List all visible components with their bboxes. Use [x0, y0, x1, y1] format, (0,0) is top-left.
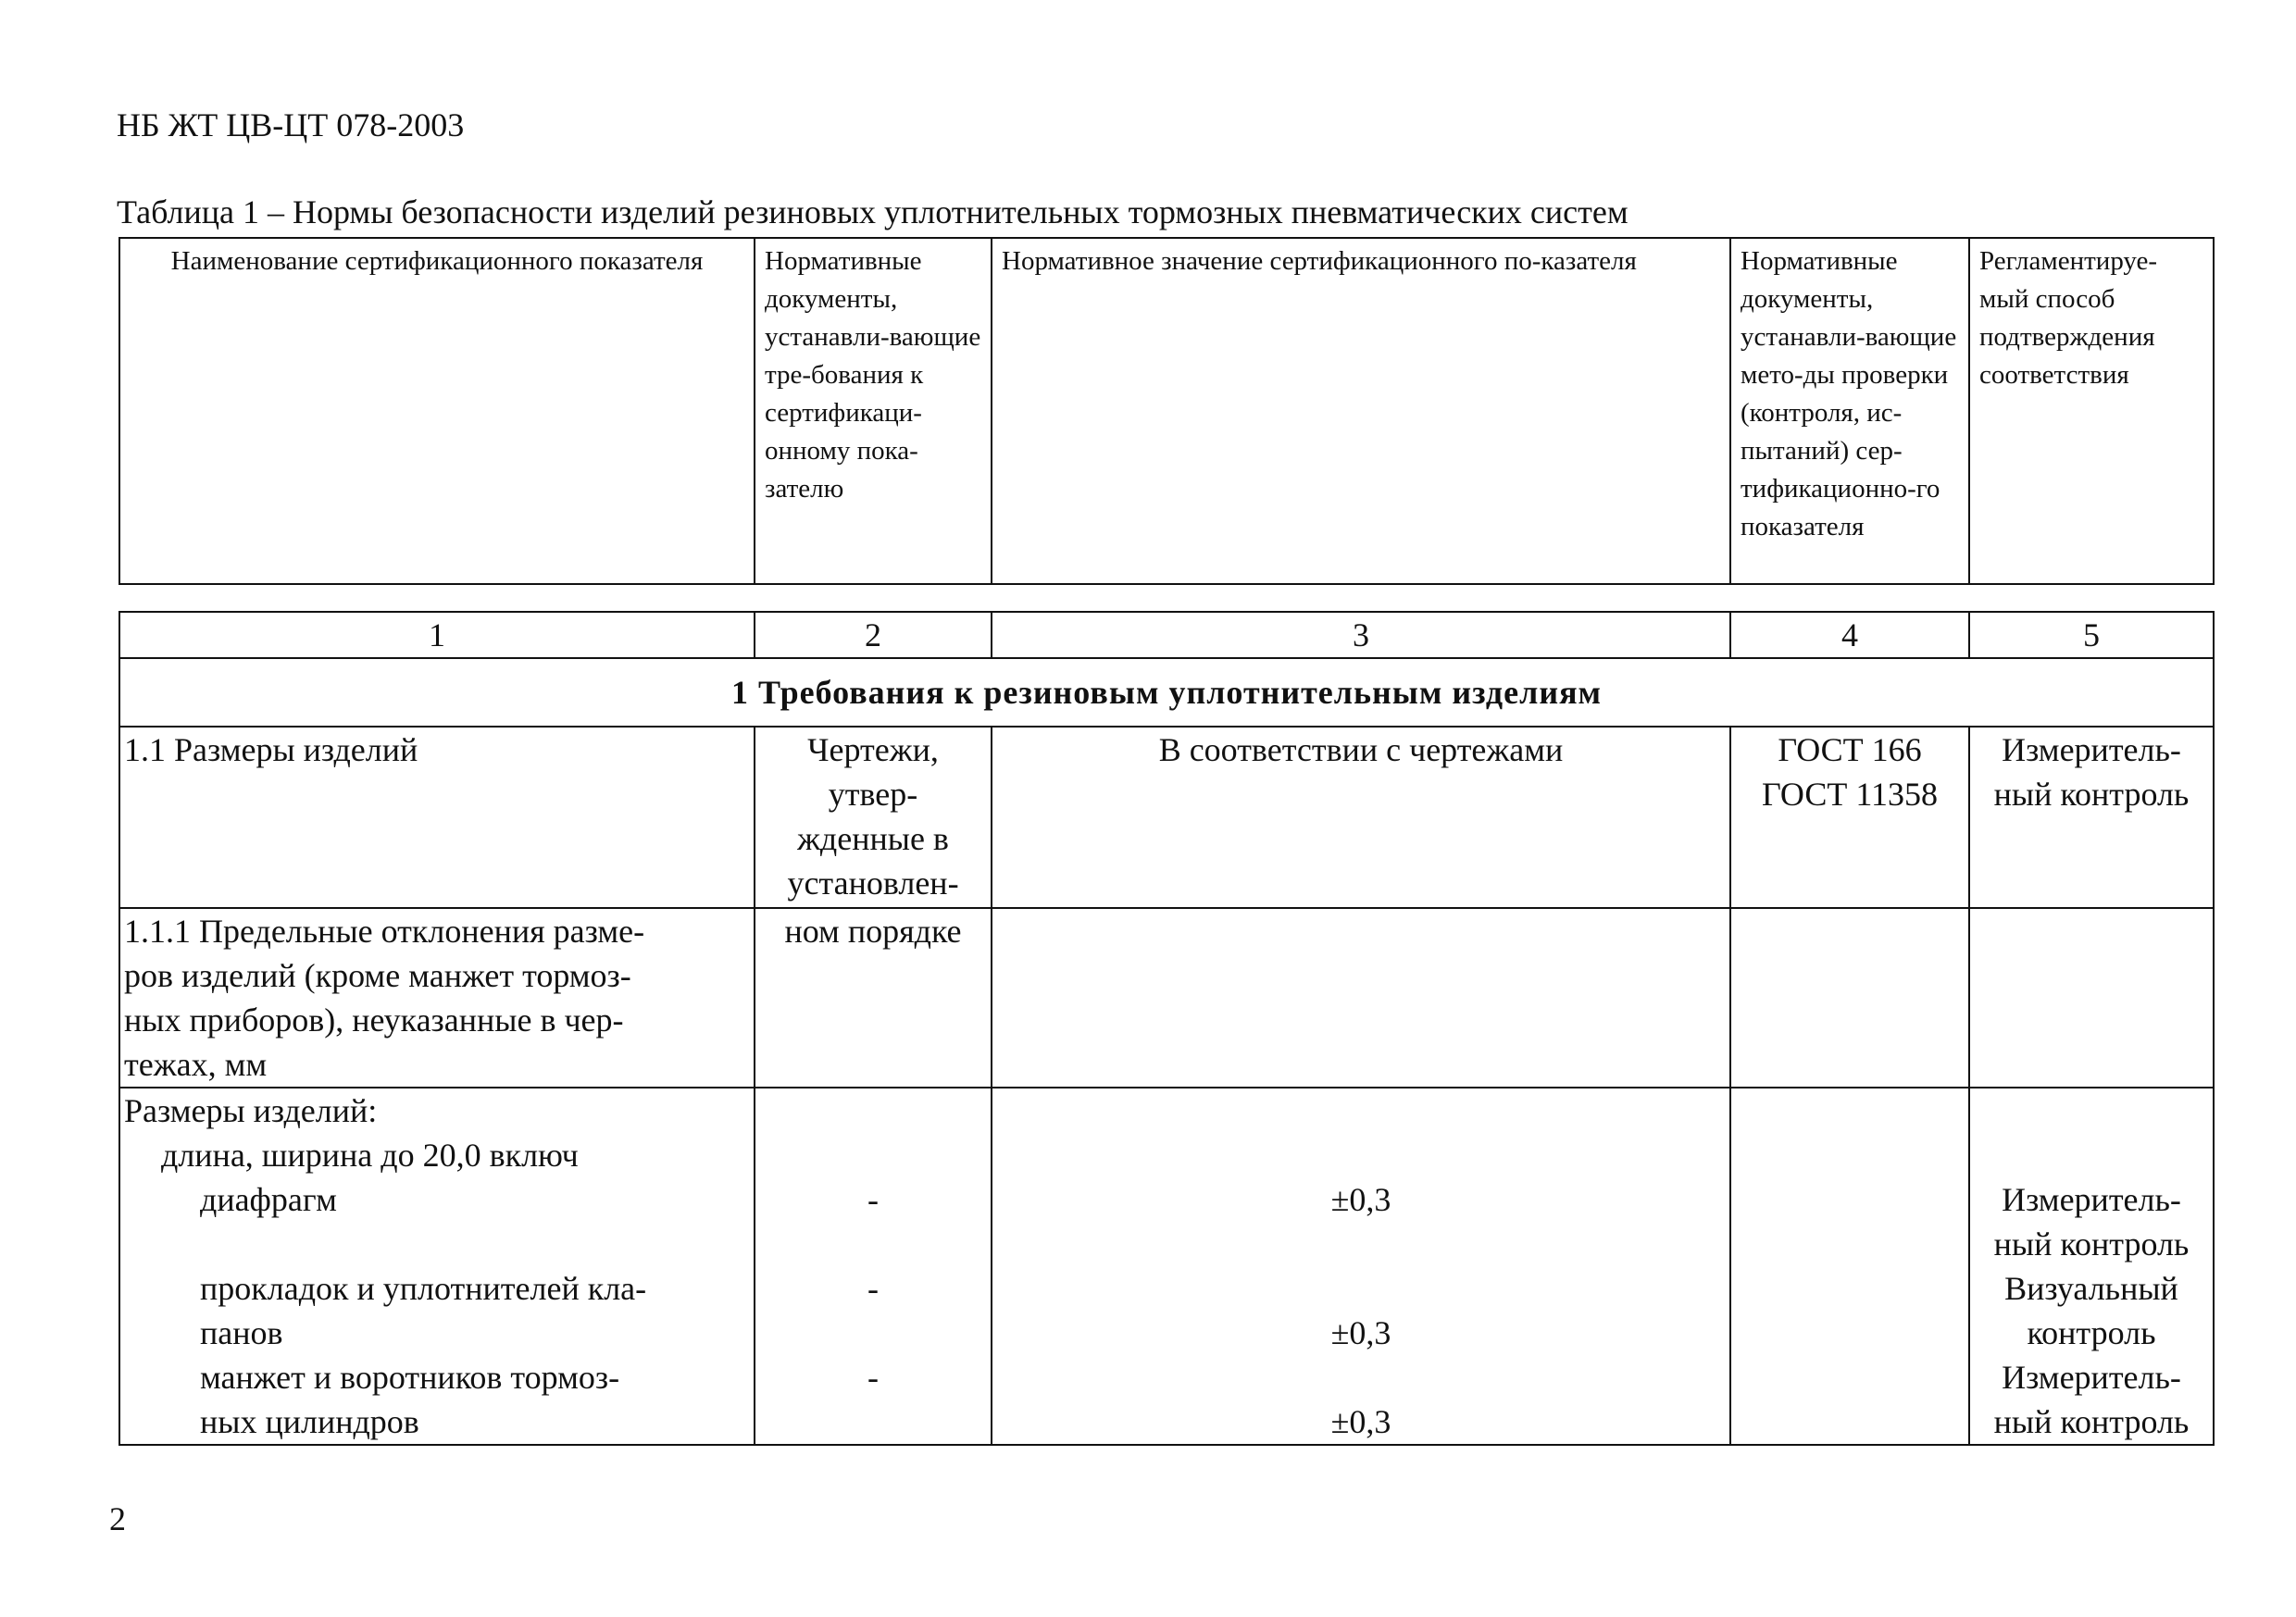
item-name: прокладок и уплотнителей кла-: [200, 1270, 647, 1307]
text-line: ГОСТ 11358: [1761, 776, 1939, 813]
table-caption: Таблица 1 – Нормы безопасности изделий резиновых уплотнительных тормозных пневматических систем: [117, 193, 1628, 230]
empty-cell: [992, 908, 1730, 1088]
header-cell-norm-value: Нормативное значение сертификационного по-казателя: [992, 238, 1730, 584]
column-number-row: [119, 612, 2214, 658]
section-title: 1 Требования к резиновым уплотнительным изделиям: [119, 658, 2214, 727]
empty-cell: [1730, 1088, 1969, 1445]
sizes-heading: Размеры изделий:: [124, 1092, 378, 1129]
sizes-value-cell: [992, 1088, 1730, 1445]
header-cell-method-docs: Нормативные документы, устанавли-вающие мето-ды проверки (контроля, ис-пытаний) сер-тификационно-го показателя: [1730, 238, 1969, 584]
empty-cell: [1730, 908, 1969, 1088]
text-line: жденные в: [797, 820, 949, 857]
value-tolerance: ±0,3: [1330, 1181, 1391, 1218]
section-row: [119, 658, 2214, 727]
document-code: НБ ЖТ ЦВ-ЦТ 078-2003: [117, 106, 465, 143]
row-1-1-norm-docs: [755, 727, 992, 908]
empty-cell: [1969, 908, 2214, 1088]
norm-doc-dash: -: [867, 1270, 879, 1307]
text-line: Измеритель-: [2002, 731, 2181, 768]
text-line: Измеритель-: [2002, 1181, 2181, 1218]
table-row: [119, 1088, 2214, 1445]
text-line: ных приборов), неуказанные в чер-: [124, 1001, 624, 1039]
column-number: 3: [992, 612, 1730, 658]
column-number: 1: [119, 612, 755, 658]
table-body: [119, 611, 2215, 1446]
text-line: Измеритель-: [2002, 1359, 2181, 1396]
sizes-name-cell: [119, 1088, 755, 1445]
item-name: манжет и воротников тормоз-: [200, 1359, 620, 1396]
item-name: диафрагм: [200, 1181, 337, 1218]
text-line: контроль: [2027, 1314, 2156, 1351]
sizes-subheading: длина, ширина до 20,0 включ: [161, 1137, 579, 1174]
text-line: ный контроль: [1993, 1403, 2190, 1440]
norm-doc-dash: -: [867, 1359, 879, 1396]
row-1-1-value: В соответствии с чертежами: [992, 727, 1730, 908]
header-cell-name: Наименование сертификационного показателя: [119, 238, 755, 584]
text-line: ГОСТ 166: [1778, 731, 1922, 768]
row-1-1-method-docs: [1730, 727, 1969, 908]
row-1-1-1-norm-docs: ном порядке: [755, 908, 992, 1088]
norm-doc-dash: -: [867, 1181, 879, 1218]
table-header: [119, 237, 2215, 585]
row-1-1-confirmation: [1969, 727, 2214, 908]
value-tolerance: ±0,3: [1330, 1403, 1391, 1440]
table-row: [119, 908, 2214, 1088]
sizes-confirmation-cell: [1969, 1088, 2214, 1445]
spacer: [124, 1222, 750, 1266]
text-line: утвер-: [828, 776, 918, 813]
text-line: тежах, мм: [124, 1046, 268, 1083]
text-line: 1.1.1 Предельные отклонения разме-: [124, 913, 645, 950]
item-name: ных цилиндров: [200, 1403, 419, 1440]
column-number: 4: [1730, 612, 1969, 658]
text-line: ный контроль: [1993, 776, 2190, 813]
value-tolerance: ±0,3: [1330, 1314, 1391, 1351]
header-row: [119, 238, 2214, 584]
text-line: Визуальный: [2004, 1270, 2178, 1307]
row-1-1-1-name: [119, 908, 755, 1088]
text-line: установлен-: [787, 864, 959, 902]
table-row: [119, 727, 2214, 908]
text-line: Чертежи,: [807, 731, 939, 768]
sizes-norm-docs-cell: [755, 1088, 992, 1445]
column-number: 5: [1969, 612, 2214, 658]
page-number: 2: [109, 1500, 126, 1537]
header-cell-confirmation: Регламентируе-мый способ подтверждения соответствия: [1969, 238, 2214, 584]
text-line: ров изделий (кроме манжет тормоз-: [124, 957, 631, 994]
text-line: ный контроль: [1993, 1225, 2190, 1263]
column-number: 2: [755, 612, 992, 658]
item-name: панов: [200, 1314, 283, 1351]
row-1-1-name: 1.1 Размеры изделий: [119, 727, 755, 908]
header-cell-norm-docs: Нормативные документы, устанавли-вающие тре-бования к сертификаци-онному пока-зателю: [755, 238, 992, 584]
